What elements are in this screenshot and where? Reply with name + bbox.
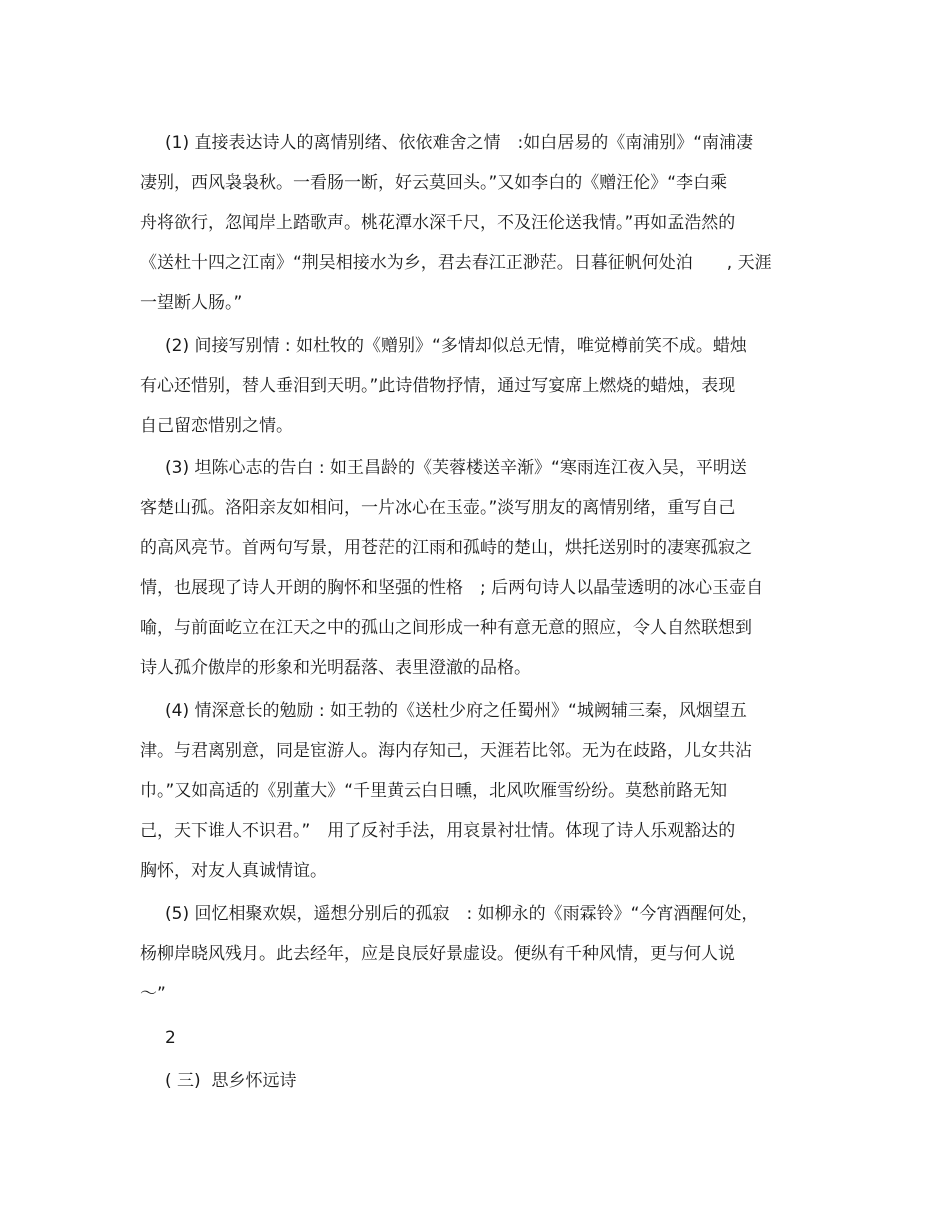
- paragraph-5-line-3: ～”: [140, 984, 166, 1004]
- paragraph-4-line-2: 津。与君离别意，同是宦游人。海内存知己，天涯若比邻。无为在歧路，儿女共沾: [140, 741, 752, 761]
- paragraph-4-line-4: 己，天下谁人不识君。” 用了反衬手法，用哀景衬壮情。体现了诗人乐观豁达的: [140, 821, 736, 841]
- paragraph-1-line-4: 《送杜十四之江南》“荆吴相接水为乡，君去春江正渺茫。日暮征帆何处泊 , 天涯: [140, 253, 772, 273]
- paragraph-4-line-5: 胸怀，对友人真诚情谊。: [140, 861, 327, 881]
- paragraph-3-line-2: 客楚山孤。洛阳亲友如相问，一片冰心在玉壶。”淡写朋友的离情别绪，重写自己: [140, 498, 736, 518]
- paragraph-3-line-6: 诗人孤介傲岸的形象和光明磊落、表里澄澈的品格。: [140, 658, 531, 678]
- paragraph-4-line-1: (4) 情深意长的勉励 : 如王勃的《送杜少府之任蜀州》“城阙辅三秦，风烟望五: [165, 701, 747, 721]
- paragraph-3-line-3: 的高风亮节。首两句写景，用苍茫的江雨和孤峙的楚山，烘托送别时的凄寒孤寂之: [140, 538, 752, 558]
- paragraph-1-line-3: 舟将欲行，忽闻岸上踏歌声。桃花潭水深千尺，不及汪伦送我情。”再如孟浩然的: [140, 213, 736, 233]
- page-number: 2: [165, 1028, 176, 1048]
- paragraph-3-line-5: 喻，与前面屹立在江天之中的孤山之间形成一种有意无意的照应，令人自然联想到: [140, 618, 752, 638]
- paragraph-3-line-1: (3) 坦陈心志的告白 : 如王昌龄的《芙蓉楼送辛渐》“寒雨连江夜入吴，平明送: [165, 458, 747, 478]
- section-heading: ( 三) 思乡怀远诗: [165, 1071, 297, 1091]
- paragraph-5-line-2: 杨柳岸晓风残月。此去经年，应是良辰好景虚设。便纵有千种风情，更与何人说: [140, 944, 735, 964]
- paragraph-2-line-3: 自己留恋惜别之情。: [140, 416, 293, 436]
- paragraph-2-line-1: (2) 间接写别情 : 如杜牧的《赠别》“多情却似总无情，唯觉樽前笑不成。蜡烛: [165, 336, 747, 356]
- paragraph-1-line-1: (1) 直接表达诗人的离情别绪、依依难舍之情 :如白居易的《南浦别》“南浦凄: [165, 133, 754, 153]
- paragraph-1-line-2: 凄别，西风袅袅秋。一看肠一断，好云莫回头。”又如李白的《赠汪伦》“李白乘: [140, 173, 728, 193]
- paragraph-2-line-2: 有心还惜别，替人垂泪到天明。”此诗借物抒情，通过写宴席上燃烧的蜡烛，表现: [140, 376, 736, 396]
- paragraph-5-line-1: (5) 回忆相聚欢娱，遥想分别后的孤寂 : 如柳永的《雨霖铃》“今宵酒醒何处，: [165, 904, 759, 924]
- paragraph-1-line-5: 一望断人肠。”: [140, 293, 243, 313]
- paragraph-3-line-4: 情，也展现了诗人开朗的胸怀和坚强的性格 ; 后两句诗人以晶莹透明的冰心玉壶自: [140, 578, 764, 598]
- paragraph-4-line-3: 巾。”又如高适的《别董大》“千里黄云白日曛，北风吹雁雪纷纷。莫愁前路无知: [140, 781, 728, 801]
